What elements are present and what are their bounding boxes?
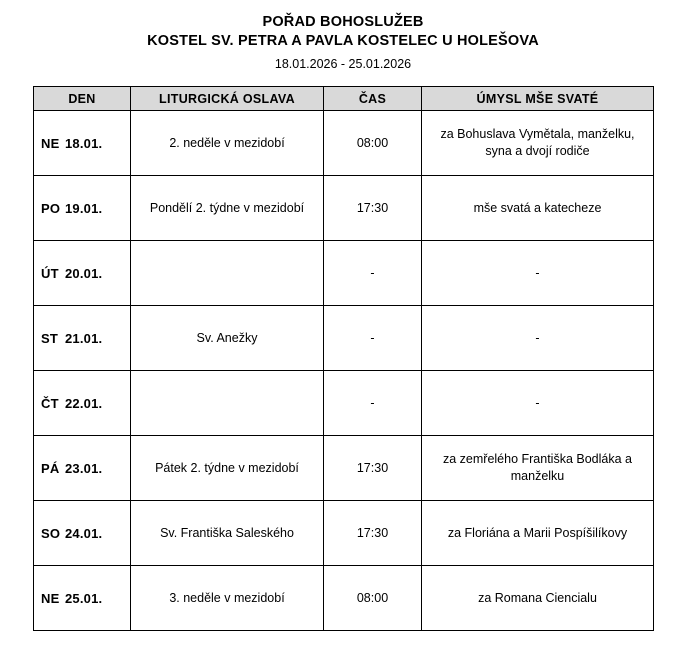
cell-day (34, 566, 131, 631)
cell-time: 17:30 (324, 176, 422, 241)
cell-day (34, 306, 131, 371)
cell-day (34, 241, 131, 306)
cell-date: 23.01. (65, 460, 103, 476)
table-header-row (34, 87, 654, 111)
cell-intention: za Romana Ciencialu (422, 566, 654, 631)
cell-time: 17:30 (324, 501, 422, 566)
document-date-range: 18.01.2026 - 25.01.2026 (274, 57, 412, 71)
cell-celebration: Sv. Anežky (131, 306, 324, 371)
cell-celebration: 2. neděle v mezidobí (131, 111, 324, 176)
cell-intention: za zemřelého Františka Bodláka a manželku (422, 436, 654, 501)
cell-date: 19.01. (65, 200, 103, 216)
cell-weekday: NE (41, 135, 60, 151)
schedule-table-wrapper (33, 86, 653, 631)
cell-weekday: ST (41, 330, 59, 346)
cell-intention: mše svatá a katecheze (422, 176, 654, 241)
cell-weekday: ČT (41, 395, 59, 411)
cell-celebration: 3. neděle v mezidobí (131, 566, 324, 631)
cell-celebration: Pátek 2. týdne v mezidobí (131, 436, 324, 501)
table-row (34, 176, 654, 241)
cell-intention: - (422, 306, 654, 371)
cell-intention: za Floriána a Marii Pospíšilíkovy (422, 501, 654, 566)
cell-weekday: NE (41, 590, 60, 606)
cell-date: 24.01. (65, 525, 103, 541)
cell-date: 21.01. (65, 330, 103, 346)
cell-date: 25.01. (65, 590, 103, 606)
cell-day (34, 371, 131, 436)
cell-celebration (131, 371, 324, 436)
cell-intention: za Bohuslava Vymětala, manželku, syna a dvojí rodiče (422, 111, 654, 176)
table-row (34, 111, 654, 176)
column-header-time: ČAS (324, 87, 422, 111)
cell-time: 08:00 (324, 111, 422, 176)
cell-celebration (131, 241, 324, 306)
cell-intention: - (422, 371, 654, 436)
cell-intention: - (422, 241, 654, 306)
cell-weekday: ÚT (41, 265, 59, 281)
cell-day (34, 501, 131, 566)
document-title: POŘAD BOHOSLUŽEB (262, 14, 424, 30)
cell-date: 18.01. (65, 135, 103, 151)
table-row (34, 371, 654, 436)
cell-date: 20.01. (65, 265, 103, 281)
document-header (0, 0, 686, 74)
column-header-intention: ÚMYSL MŠE SVATÉ (422, 87, 654, 111)
column-header-day: DEN (34, 87, 131, 111)
schedule-table-body (34, 111, 654, 631)
document-subtitle: KOSTEL SV. PETRA A PAVLA KOSTELEC U HOLEŠOVA (147, 33, 539, 49)
cell-celebration: Pondělí 2. týdne v mezidobí (131, 176, 324, 241)
column-header-celebration: LITURGICKÁ OSLAVA (131, 87, 324, 111)
cell-day (34, 436, 131, 501)
cell-day (34, 111, 131, 176)
cell-weekday: SO (41, 525, 61, 541)
cell-date: 22.01. (65, 395, 103, 411)
cell-weekday: PÁ (41, 460, 60, 476)
cell-time: 17:30 (324, 436, 422, 501)
cell-time: - (324, 306, 422, 371)
table-row (34, 566, 654, 631)
cell-time: - (324, 241, 422, 306)
cell-time: - (324, 371, 422, 436)
table-row (34, 306, 654, 371)
table-row (34, 241, 654, 306)
table-row (34, 501, 654, 566)
cell-celebration: Sv. Františka Saleského (131, 501, 324, 566)
cell-day (34, 176, 131, 241)
table-row (34, 436, 654, 501)
schedule-table (33, 86, 654, 631)
cell-time: 08:00 (324, 566, 422, 631)
cell-weekday: PO (41, 200, 61, 216)
